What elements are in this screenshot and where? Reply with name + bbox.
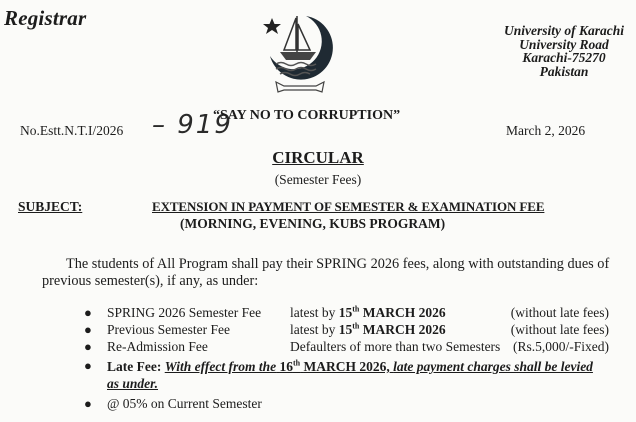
- university-crest-icon: [262, 10, 338, 98]
- list-item: [84, 396, 624, 413]
- late-fee-item: [84, 358, 624, 394]
- late-fee-part2: late payment charges shall be levied as under.: [107, 359, 593, 391]
- late-fee-sup: th: [292, 358, 301, 368]
- page-subtitle: (Semester Fees): [274, 172, 362, 187]
- address-line: Karachi-75270: [522, 50, 606, 65]
- bullet-icon: ●: [84, 305, 92, 320]
- late-fee-text: [107, 358, 607, 392]
- bullet-icon: ●: [84, 339, 92, 354]
- fee-deadline: [290, 305, 446, 321]
- deadline-prefix: latest by: [290, 322, 339, 337]
- fee-note: (without late fees): [510, 322, 609, 337]
- fee-note: (Rs.5,000/-Fixed): [513, 339, 609, 354]
- deadline-rest: MARCH 2026: [359, 305, 446, 320]
- handwritten-number: – 919: [152, 110, 233, 140]
- fee-note: (without late fees): [510, 305, 609, 320]
- deadline-rest: MARCH 2026: [359, 322, 446, 337]
- bullet-icon: ●: [84, 358, 92, 373]
- fee-list: [84, 305, 624, 413]
- list-item: [84, 339, 624, 356]
- late-fee-date: MARCH 2026,: [303, 359, 390, 374]
- address-line: University Road: [519, 36, 609, 52]
- page-title: CIRCULAR: [272, 148, 364, 167]
- fee-deadline: [290, 322, 446, 338]
- bullet-icon: ●: [84, 322, 92, 337]
- deadline-sup: th: [352, 304, 360, 314]
- fee-name: Re-Admission Fee: [107, 339, 208, 354]
- address-line: Pakistan: [539, 63, 589, 79]
- bullet-icon: ●: [84, 396, 92, 411]
- late-fee-day: 16: [279, 359, 293, 374]
- circular-date: March 2, 2026: [506, 123, 586, 138]
- late-fee-label: Late Fee:: [107, 359, 162, 374]
- list-item: [84, 322, 624, 339]
- deadline-day: 15: [338, 305, 353, 320]
- deadline-sup: th: [352, 321, 360, 331]
- office-title: Registrar: [4, 6, 87, 30]
- deadline-prefix: latest by: [290, 305, 339, 320]
- reference-number: No.Estt.N.T.I/2026: [20, 123, 124, 138]
- fee-name: Previous Semester Fee: [107, 322, 230, 337]
- late-charge: @ 05% on Current Semester: [107, 396, 262, 411]
- fee-name: SPRING 2026 Semester Fee: [107, 305, 262, 320]
- deadline-day: 15: [338, 322, 353, 337]
- address-line: University of Karachi: [504, 23, 624, 38]
- list-item: [84, 305, 624, 322]
- body-paragraph: [42, 256, 622, 290]
- subject-label: SUBJECT:: [18, 199, 83, 214]
- fee-deadline: Defaulters of more than two Semesters: [290, 339, 501, 354]
- subject-heading: EXTENSION IN PAYMENT OF SEMESTER & EXAMINATION FEE: [152, 199, 545, 214]
- paragraph-text: The students of All Program shall pay their SPRING 2026 fees, along with outstanding dues of previous semester(s), if any, as under:: [42, 256, 610, 289]
- late-fee-part1: With effect from the: [164, 359, 277, 374]
- university-address: [494, 24, 634, 78]
- slogan: “SAY NO TO CORRUPTION”: [213, 108, 401, 123]
- subject-programs: (MORNING, EVENING, KUBS PROGRAM): [180, 216, 446, 231]
